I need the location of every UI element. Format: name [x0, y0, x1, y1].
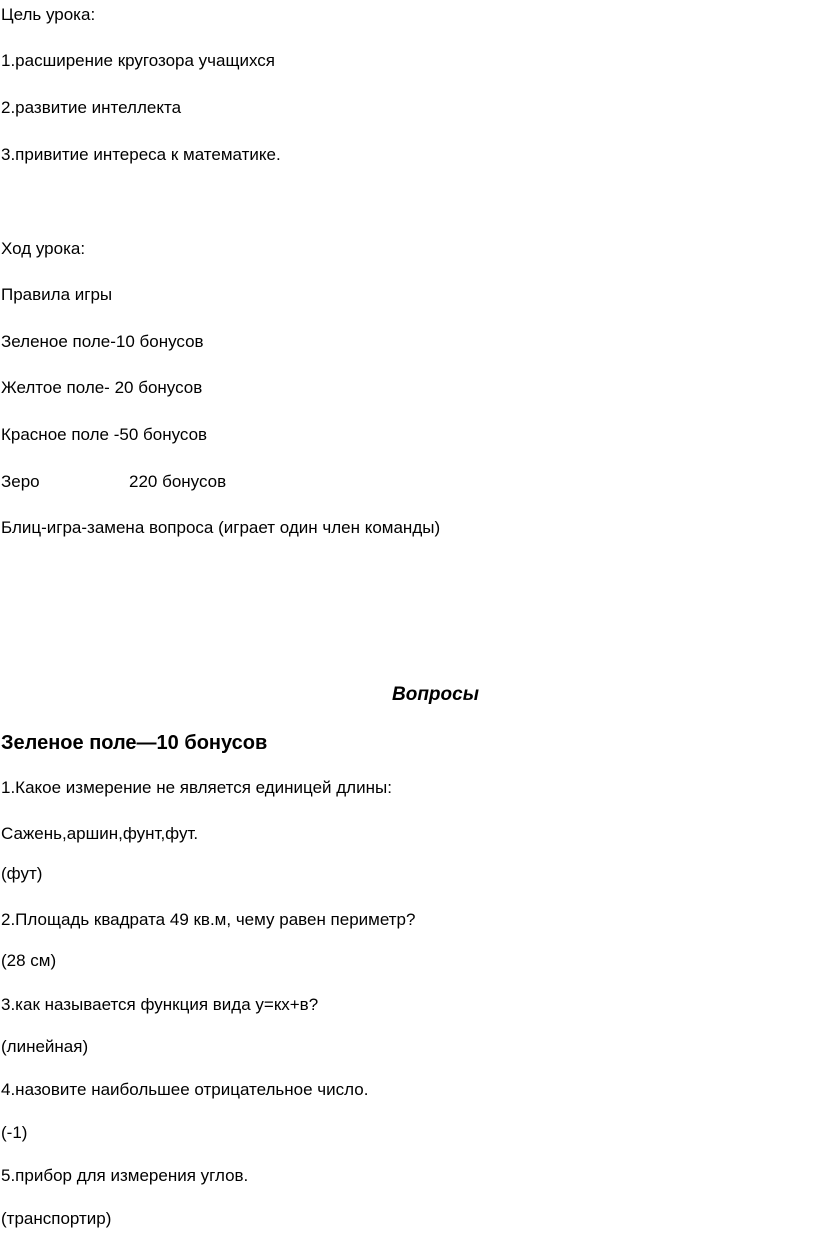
answer-line: (транспортир) [1, 1209, 112, 1228]
goal-item: 1.расширение кругозора учащихся [1, 51, 275, 70]
rules-title: Правила игры [1, 285, 113, 304]
zero-value: 220 бонусов [129, 472, 227, 491]
field-rule: Желтое поле- 20 бонусов [1, 378, 203, 397]
question-line: 3.как называется функция вида у=кх+в? [1, 995, 319, 1014]
field-rule: Зеленое поле-10 бонусов [1, 332, 204, 351]
goal-item: 3.привитие интереса к математике. [1, 145, 281, 164]
question-line: 2.Площадь квадрата 49 кв.м, чему равен периметр? [1, 910, 416, 929]
answer-line: (фут) [1, 864, 43, 883]
questions-title: Вопросы [392, 684, 479, 705]
question-line: 5.прибор для измерения углов. [1, 1166, 249, 1185]
answer-line: (28 см) [1, 951, 57, 970]
goal-title: Цель урока: [1, 5, 96, 24]
answer-line: (линейная) [1, 1037, 89, 1056]
section-title: Зеленое поле—10 бонусов [1, 732, 268, 754]
field-rule: Красное поле -50 бонусов [1, 425, 208, 444]
blitz-rule: Блиц-игра-замена вопроса (играет один член команды) [1, 518, 441, 537]
goal-item: 2.развитие интеллекта [1, 98, 182, 117]
question-line: 1.Какое измерение не является единицей длины: [1, 778, 392, 797]
question-line: Сажень,аршин,фунт,фут. [1, 824, 199, 843]
question-line: 4.назовите наибольшее отрицательное число. [1, 1080, 369, 1099]
zero-rule [1, 472, 301, 492]
progress-title: Ход урока: [1, 239, 86, 258]
zero-label: Зеро [1, 472, 40, 491]
answer-line: (-1) [1, 1123, 28, 1142]
